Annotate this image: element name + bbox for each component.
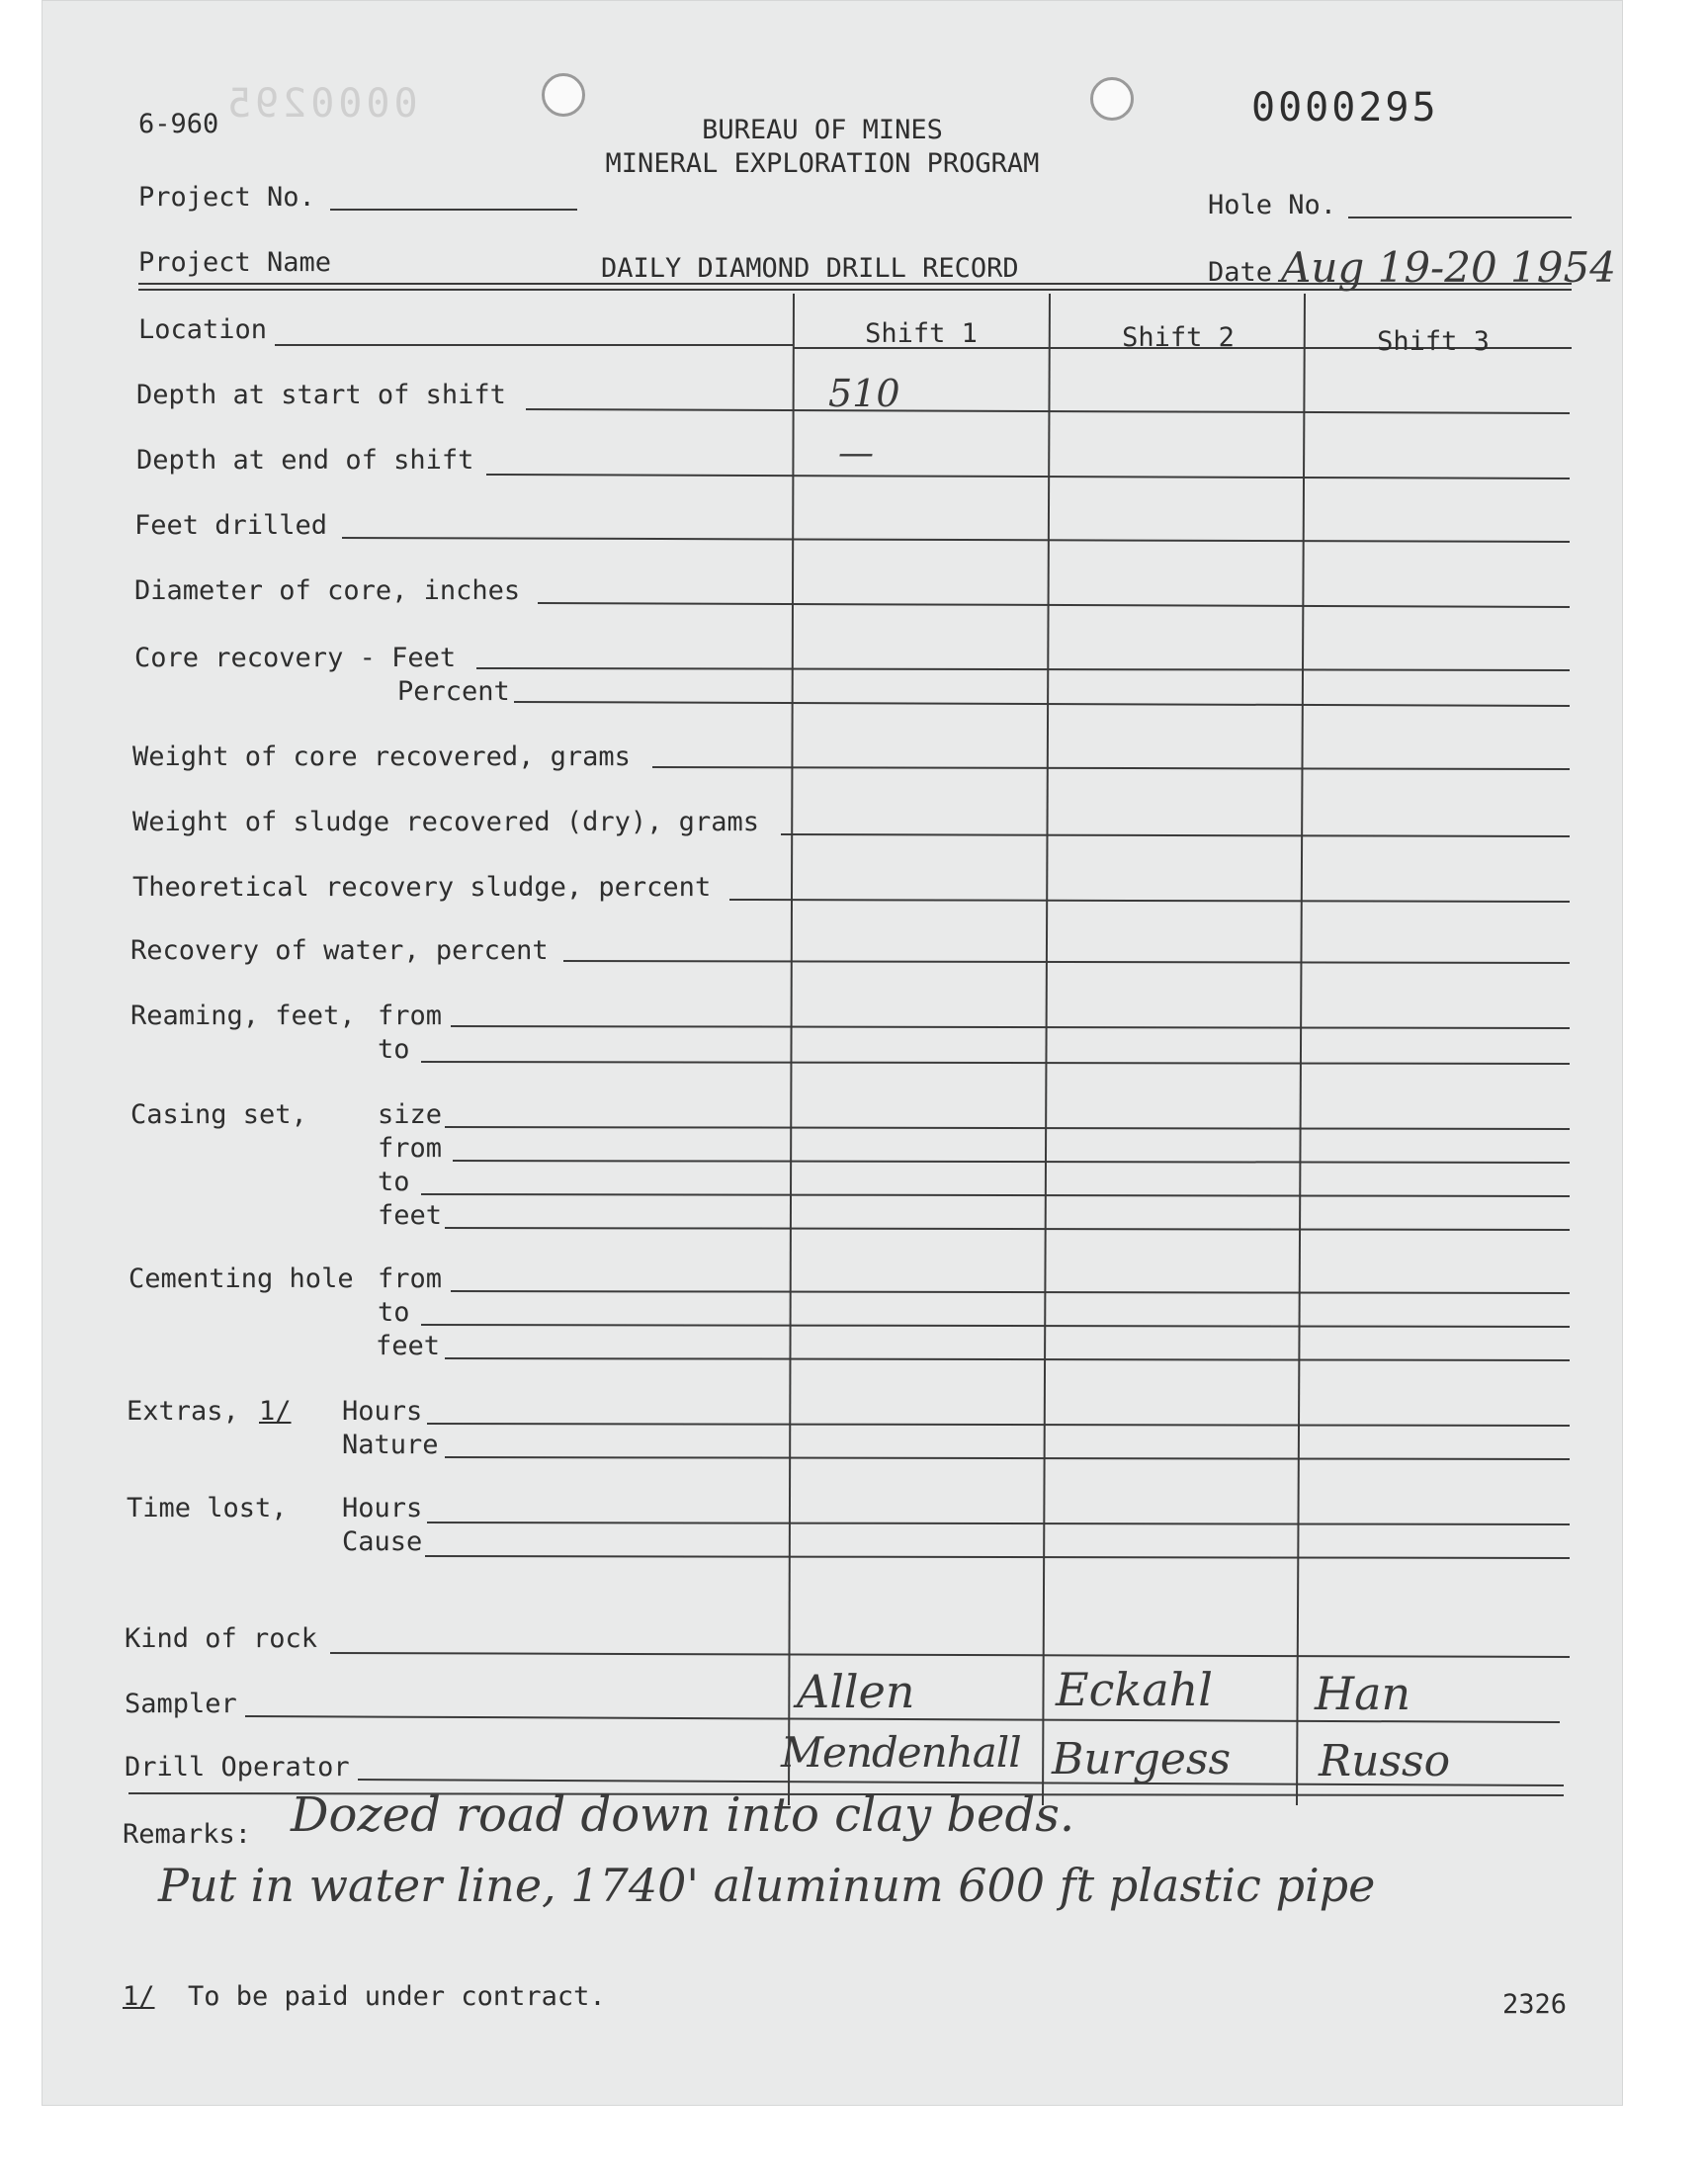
remarks-line-2: Put in water line, 1740' aluminum 600 ft plastic pipe	[158, 1859, 1376, 1912]
water-recovery-label: Recovery of water, percent	[130, 935, 549, 966]
drill-operator-label: Drill Operator	[125, 1752, 350, 1783]
casing-size-label: size	[378, 1099, 443, 1130]
hole-no-label: Hole No.	[1208, 190, 1337, 220]
project-no-label: Project No.	[138, 182, 315, 213]
depth-end-label: Depth at end of shift	[136, 445, 474, 476]
casing-label: Casing set,	[130, 1099, 307, 1130]
feet-drilled-label: Feet drilled	[134, 510, 328, 541]
operator-shift2: Burgess	[1052, 1734, 1232, 1784]
reaming-from-label: from	[378, 1000, 443, 1031]
date-label: Date	[1208, 257, 1273, 288]
operator-shift1: Mendenhall	[781, 1728, 1021, 1777]
depth-start-label: Depth at start of shift	[136, 380, 506, 410]
operator-shift3: Russo	[1319, 1736, 1451, 1786]
page-number: 2326	[1502, 1989, 1568, 2020]
location-label: Location	[138, 314, 268, 345]
bleed-through-number: 0000295	[223, 81, 418, 127]
diameter-label: Diameter of core, inches	[134, 575, 521, 606]
cementing-to-label: to	[378, 1297, 410, 1328]
sampler-shift1: Allen	[797, 1665, 915, 1718]
form-number: 6-960	[138, 109, 219, 139]
shift-1-header: Shift 1	[865, 318, 978, 349]
extras-footnote-mark: 1/	[259, 1396, 292, 1427]
remarks-line-1: Dozed road down into clay beds.	[291, 1787, 1075, 1843]
shift-3-header: Shift 3	[1377, 326, 1490, 357]
remarks-label: Remarks:	[123, 1819, 252, 1850]
extras-nature-label: Nature	[342, 1430, 439, 1460]
document-number: 0000295	[1251, 85, 1439, 130]
time-lost-label: Time lost,	[127, 1493, 288, 1523]
weight-core-label: Weight of core recovered, grams	[132, 741, 631, 772]
shift-2-header: Shift 2	[1122, 322, 1235, 353]
theoretical-recovery-label: Theoretical recovery sludge, percent	[132, 872, 712, 903]
time-lost-hours-label: Hours	[342, 1493, 423, 1523]
cementing-label: Cementing hole	[128, 1263, 354, 1294]
project-name-label: Project Name	[138, 247, 332, 278]
core-recovery-label: Core recovery - Feet	[134, 643, 457, 673]
cementing-feet-label: feet	[376, 1331, 441, 1361]
extras-label: Extras,	[127, 1396, 239, 1427]
form-title: DAILY DIAMOND DRILL RECORD	[601, 253, 1019, 284]
footnote-mark: 1/	[123, 1981, 155, 2012]
date-handwritten: Aug 19-20 1954	[1281, 243, 1616, 292]
casing-from-label: from	[378, 1133, 443, 1164]
cementing-from-label: from	[378, 1263, 443, 1294]
extras-hours-label: Hours	[342, 1396, 423, 1427]
depth-end-shift1-value: —	[838, 433, 874, 474]
depth-start-shift1-value: 510	[828, 372, 900, 415]
percent-label: Percent	[397, 676, 510, 707]
bureau-title: BUREAU OF MINES	[702, 115, 943, 145]
program-title: MINERAL EXPLORATION PROGRAM	[605, 148, 1040, 179]
weight-sludge-label: Weight of sludge recovered (dry), grams	[132, 807, 759, 837]
sampler-shift3: Han	[1315, 1667, 1411, 1720]
footnote-text: To be paid under contract.	[188, 1981, 606, 2012]
reaming-label: Reaming, feet,	[130, 1000, 356, 1031]
casing-to-label: to	[378, 1167, 410, 1197]
casing-feet-label: feet	[378, 1200, 443, 1231]
reaming-to-label: to	[378, 1034, 410, 1065]
sampler-label: Sampler	[125, 1689, 237, 1719]
time-lost-cause-label: Cause	[342, 1526, 423, 1557]
sampler-shift2: Eckahl	[1056, 1663, 1213, 1716]
kind-of-rock-label: Kind of rock	[125, 1623, 318, 1654]
